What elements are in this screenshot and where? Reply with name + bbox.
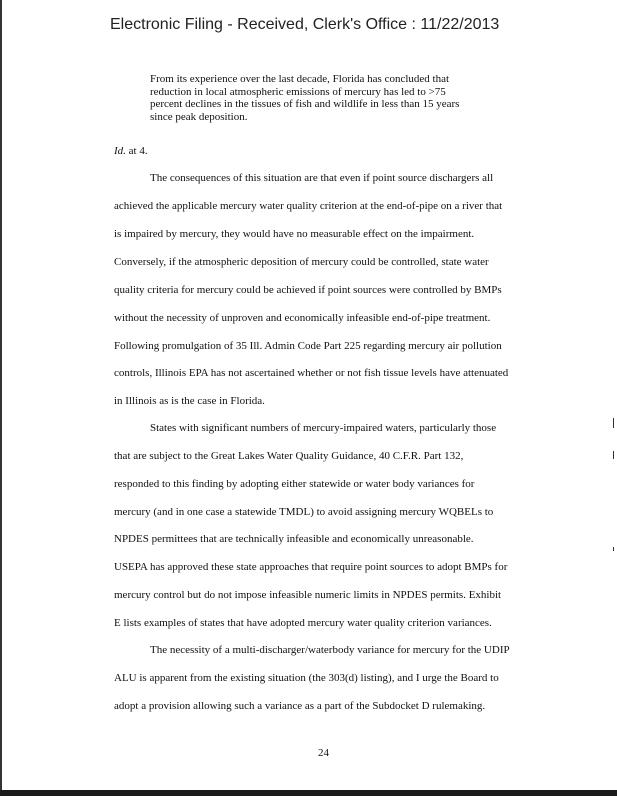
paragraph-2-line: responded to this finding by adopting either statewide or water body variances for [114, 478, 475, 490]
margin-change-bar [613, 547, 614, 551]
quote-line: reduction in local atmospheric emissions of mercury has led to >75 [150, 85, 446, 98]
paragraph-1-line: achieved the applicable mercury water quality criterion at the end-of-pipe on a river that [114, 200, 503, 212]
quote-line: From its experience over the last decade, Florida has concluded that [150, 73, 450, 85]
paragraph-2-line: NPDES permittees that are technically infeasible and economically unreasonable. [114, 533, 474, 545]
paragraph-1-line: quality criteria for mercury could be achieved if point sources were controlled by BMPs [114, 284, 502, 296]
scan-bottom-border [0, 790, 617, 796]
margin-change-bar [613, 418, 614, 428]
paragraph-3-line: The necessity of a multi-discharger/waterbody variance for mercury for the UDIP [150, 644, 510, 656]
paragraph-2-line: USEPA has approved these state approaches that require point sources to adopt BMPs for [114, 561, 508, 573]
paragraph-1-line: in Illinois as is the case in Florida. [114, 395, 265, 407]
paragraph-1-line: Conversely, if the atmospheric deposition of mercury could be controlled, state water [114, 256, 489, 268]
paragraph-1-line: without the necessity of unproven and economically infeasible end-of-pipe treatment. [114, 312, 491, 324]
citation [114, 145, 148, 157]
paragraph-2-line: States with significant numbers of mercury-impaired waters, particularly those [150, 422, 497, 434]
paragraph-2-line: mercury (and in one case a statewide TMDL) to avoid assigning mercury WQBELs to [114, 506, 494, 518]
paragraph-1-line: The consequences of this situation are that even if point source dischargers all [150, 172, 494, 184]
paragraph-1-line: controls, Illinois EPA has not ascertained whether or not fish tissue levels have attenuated [114, 367, 509, 379]
paragraph-3-line: adopt a provision allowing such a variance as a part of the Subdocket D rulemaking. [114, 700, 486, 712]
paragraph-1-line: is impaired by mercury, they would have no measurable effect on the impairment. [114, 228, 475, 240]
citation-pin: at 4. [125, 145, 148, 157]
citation-short-form: Id. [114, 145, 126, 157]
paragraph-1-line: Following promulgation of 35 Ill. Admin Code Part 225 regarding mercury air pollution [114, 340, 502, 352]
paragraph-2-line: that are subject to the Great Lakes Water Quality Guidance, 40 C.F.R. Part 132, [114, 450, 464, 462]
paragraph-3-line: ALU is apparent from the existing situation (the 303(d) listing), and I urge the Board to [114, 672, 499, 684]
quote-line: since peak deposition. [150, 110, 248, 123]
page-number: 24 [318, 747, 329, 759]
filing-header: Electronic Filing - Received, Clerk's Office : 11/22/2013 [110, 16, 500, 33]
block-quote [150, 73, 510, 123]
paragraph-2-line: mercury control but do not impose infeasible numeric limits in NPDES permits. Exhibit [114, 589, 502, 601]
paragraph-2-line: E lists examples of states that have adopted mercury water quality criterion variances. [114, 617, 492, 629]
scan-left-border [0, 0, 2, 790]
quote-line: percent declines in the tissues of fish and wildlife in less than 15 years [150, 98, 460, 111]
margin-change-bar [613, 451, 614, 459]
